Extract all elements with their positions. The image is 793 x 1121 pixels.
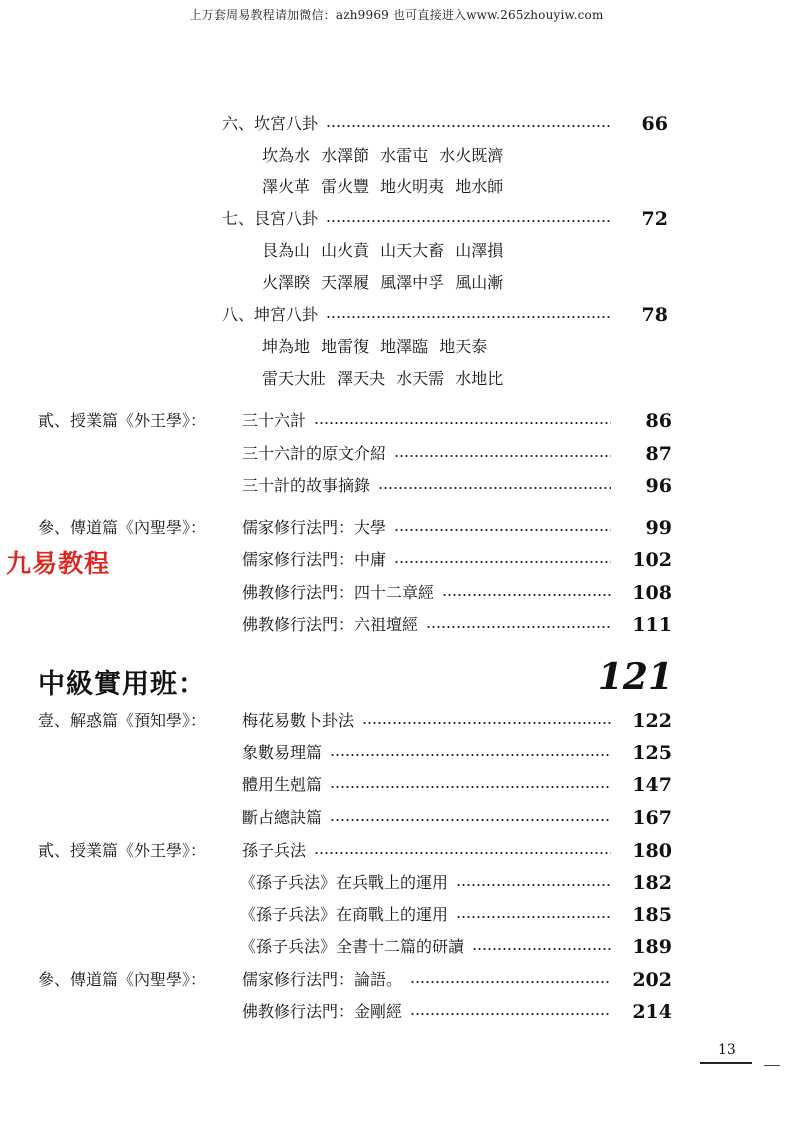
toc-entry-label: 儒家修行法門：論語。 — [242, 970, 403, 989]
page-number: 72 — [641, 208, 668, 230]
leader-dots — [394, 529, 611, 531]
hexagram-line: 艮為山 山火賁 山天大畜 山澤損 — [262, 241, 504, 260]
page-number: 96 — [645, 475, 672, 497]
hexagram-line: 坤為地 地雷復 地澤臨 地天泰 — [262, 337, 488, 356]
toc-prefix: 貳、授業篇《外王學》： — [38, 411, 207, 430]
leader-dots — [472, 948, 611, 950]
section-title: 中級實用班： — [38, 669, 206, 700]
toc-entry-label: 《孫子兵法》在商戰上的運用 — [240, 905, 449, 924]
page-number: 214 — [632, 1001, 672, 1023]
toc-entry-label: 三十計的故事摘錄 — [242, 476, 371, 495]
toc-entry-label: 八、坤宮八卦 — [222, 305, 319, 324]
toc-entry-label: 儒家修行法門：中庸 — [242, 550, 387, 569]
toc-entry-label: 《孫子兵法》在兵戰上的運用 — [240, 873, 449, 892]
hexagram-line: 雷天大壯 澤天夬 水天需 水地比 — [262, 369, 504, 388]
leader-dots — [426, 626, 611, 628]
toc-entry-label: 象數易理篇 — [242, 743, 323, 762]
leader-dots — [330, 786, 611, 788]
leader-dots — [326, 220, 611, 222]
leader-dots — [314, 422, 611, 424]
toc-entry-label: 六、坎宮八卦 — [222, 114, 319, 133]
leader-dots — [410, 1013, 611, 1015]
folio-rule-tail — [764, 1065, 780, 1066]
toc-entry-label: 三十六計的原文介紹 — [242, 444, 387, 463]
leader-dots — [326, 125, 611, 127]
page-number: 87 — [645, 443, 672, 465]
leader-dots — [410, 981, 611, 983]
page-number: 66 — [641, 113, 668, 135]
page-number: 189 — [632, 936, 672, 958]
page-number: 99 — [645, 517, 672, 539]
toc-entry-label: 體用生剋篇 — [242, 775, 323, 794]
leader-dots — [330, 754, 611, 756]
hexagram-line: 火澤睽 天澤履 風澤中孚 風山漸 — [262, 273, 504, 292]
toc-entry-label: 儒家修行法門：大學 — [242, 518, 387, 537]
page-number: 111 — [632, 614, 672, 636]
toc-entry-label: 佛教修行法門：四十二章經 — [242, 583, 435, 602]
toc-entry-label: 梅花易數卜卦法 — [242, 711, 355, 730]
hexagram-line: 澤火革 雷火豐 地火明夷 地水師 — [262, 177, 504, 196]
page-folio: 13 — [718, 1042, 736, 1058]
page-number: 86 — [645, 410, 672, 432]
toc-entry-label: 七、艮宮八卦 — [222, 209, 319, 228]
section-page-number: 121 — [597, 656, 673, 698]
folio-rule — [700, 1062, 752, 1064]
leader-dots — [314, 852, 611, 854]
toc-entry-label: 孫子兵法 — [242, 841, 307, 860]
page-number: 122 — [632, 710, 672, 732]
toc-entry-label: 佛教修行法門：金剛經 — [242, 1002, 403, 1021]
toc-prefix: 貳、授業篇《外王學》： — [38, 841, 207, 860]
toc-entry-label: 佛教修行法門：六祖壇經 — [242, 615, 419, 634]
hexagram-line: 坎為水 水澤節 水雷屯 水火既濟 — [262, 146, 504, 165]
page-number: 167 — [632, 807, 672, 829]
leader-dots — [326, 316, 611, 318]
leader-dots — [442, 594, 611, 596]
leader-dots — [394, 455, 611, 457]
page-number: 180 — [632, 840, 672, 862]
toc-prefix: 參、傳道篇《內聖學》： — [38, 970, 207, 989]
leader-dots — [394, 561, 611, 563]
page-number: 102 — [632, 549, 672, 571]
toc-entry-label: 斷占總訣篇 — [242, 808, 323, 827]
toc-prefix: 參、傳道篇《內聖學》： — [38, 518, 207, 537]
page-number: 147 — [632, 774, 672, 796]
leader-dots — [330, 819, 611, 821]
page-number: 125 — [632, 742, 672, 764]
leader-dots — [456, 916, 611, 918]
page-number: 182 — [632, 872, 672, 894]
page-header: 上万套周易教程请加微信：azh9969 也可直接进入www.265zhouyiw.com — [189, 8, 604, 22]
leader-dots — [456, 884, 611, 886]
page-number: 108 — [632, 582, 672, 604]
leader-dots — [378, 487, 611, 489]
toc-prefix: 壹、解惑篇《預知學》： — [38, 711, 207, 730]
leader-dots — [362, 722, 611, 724]
toc-entry-label: 三十六計 — [242, 411, 307, 430]
toc-entry-label: 《孫子兵法》全書十二篇的研讀 — [240, 937, 465, 956]
page-number: 202 — [632, 969, 672, 991]
page-number: 78 — [641, 304, 668, 326]
page-number: 185 — [632, 904, 672, 926]
watermark-logo: 九易教程 — [6, 549, 111, 578]
